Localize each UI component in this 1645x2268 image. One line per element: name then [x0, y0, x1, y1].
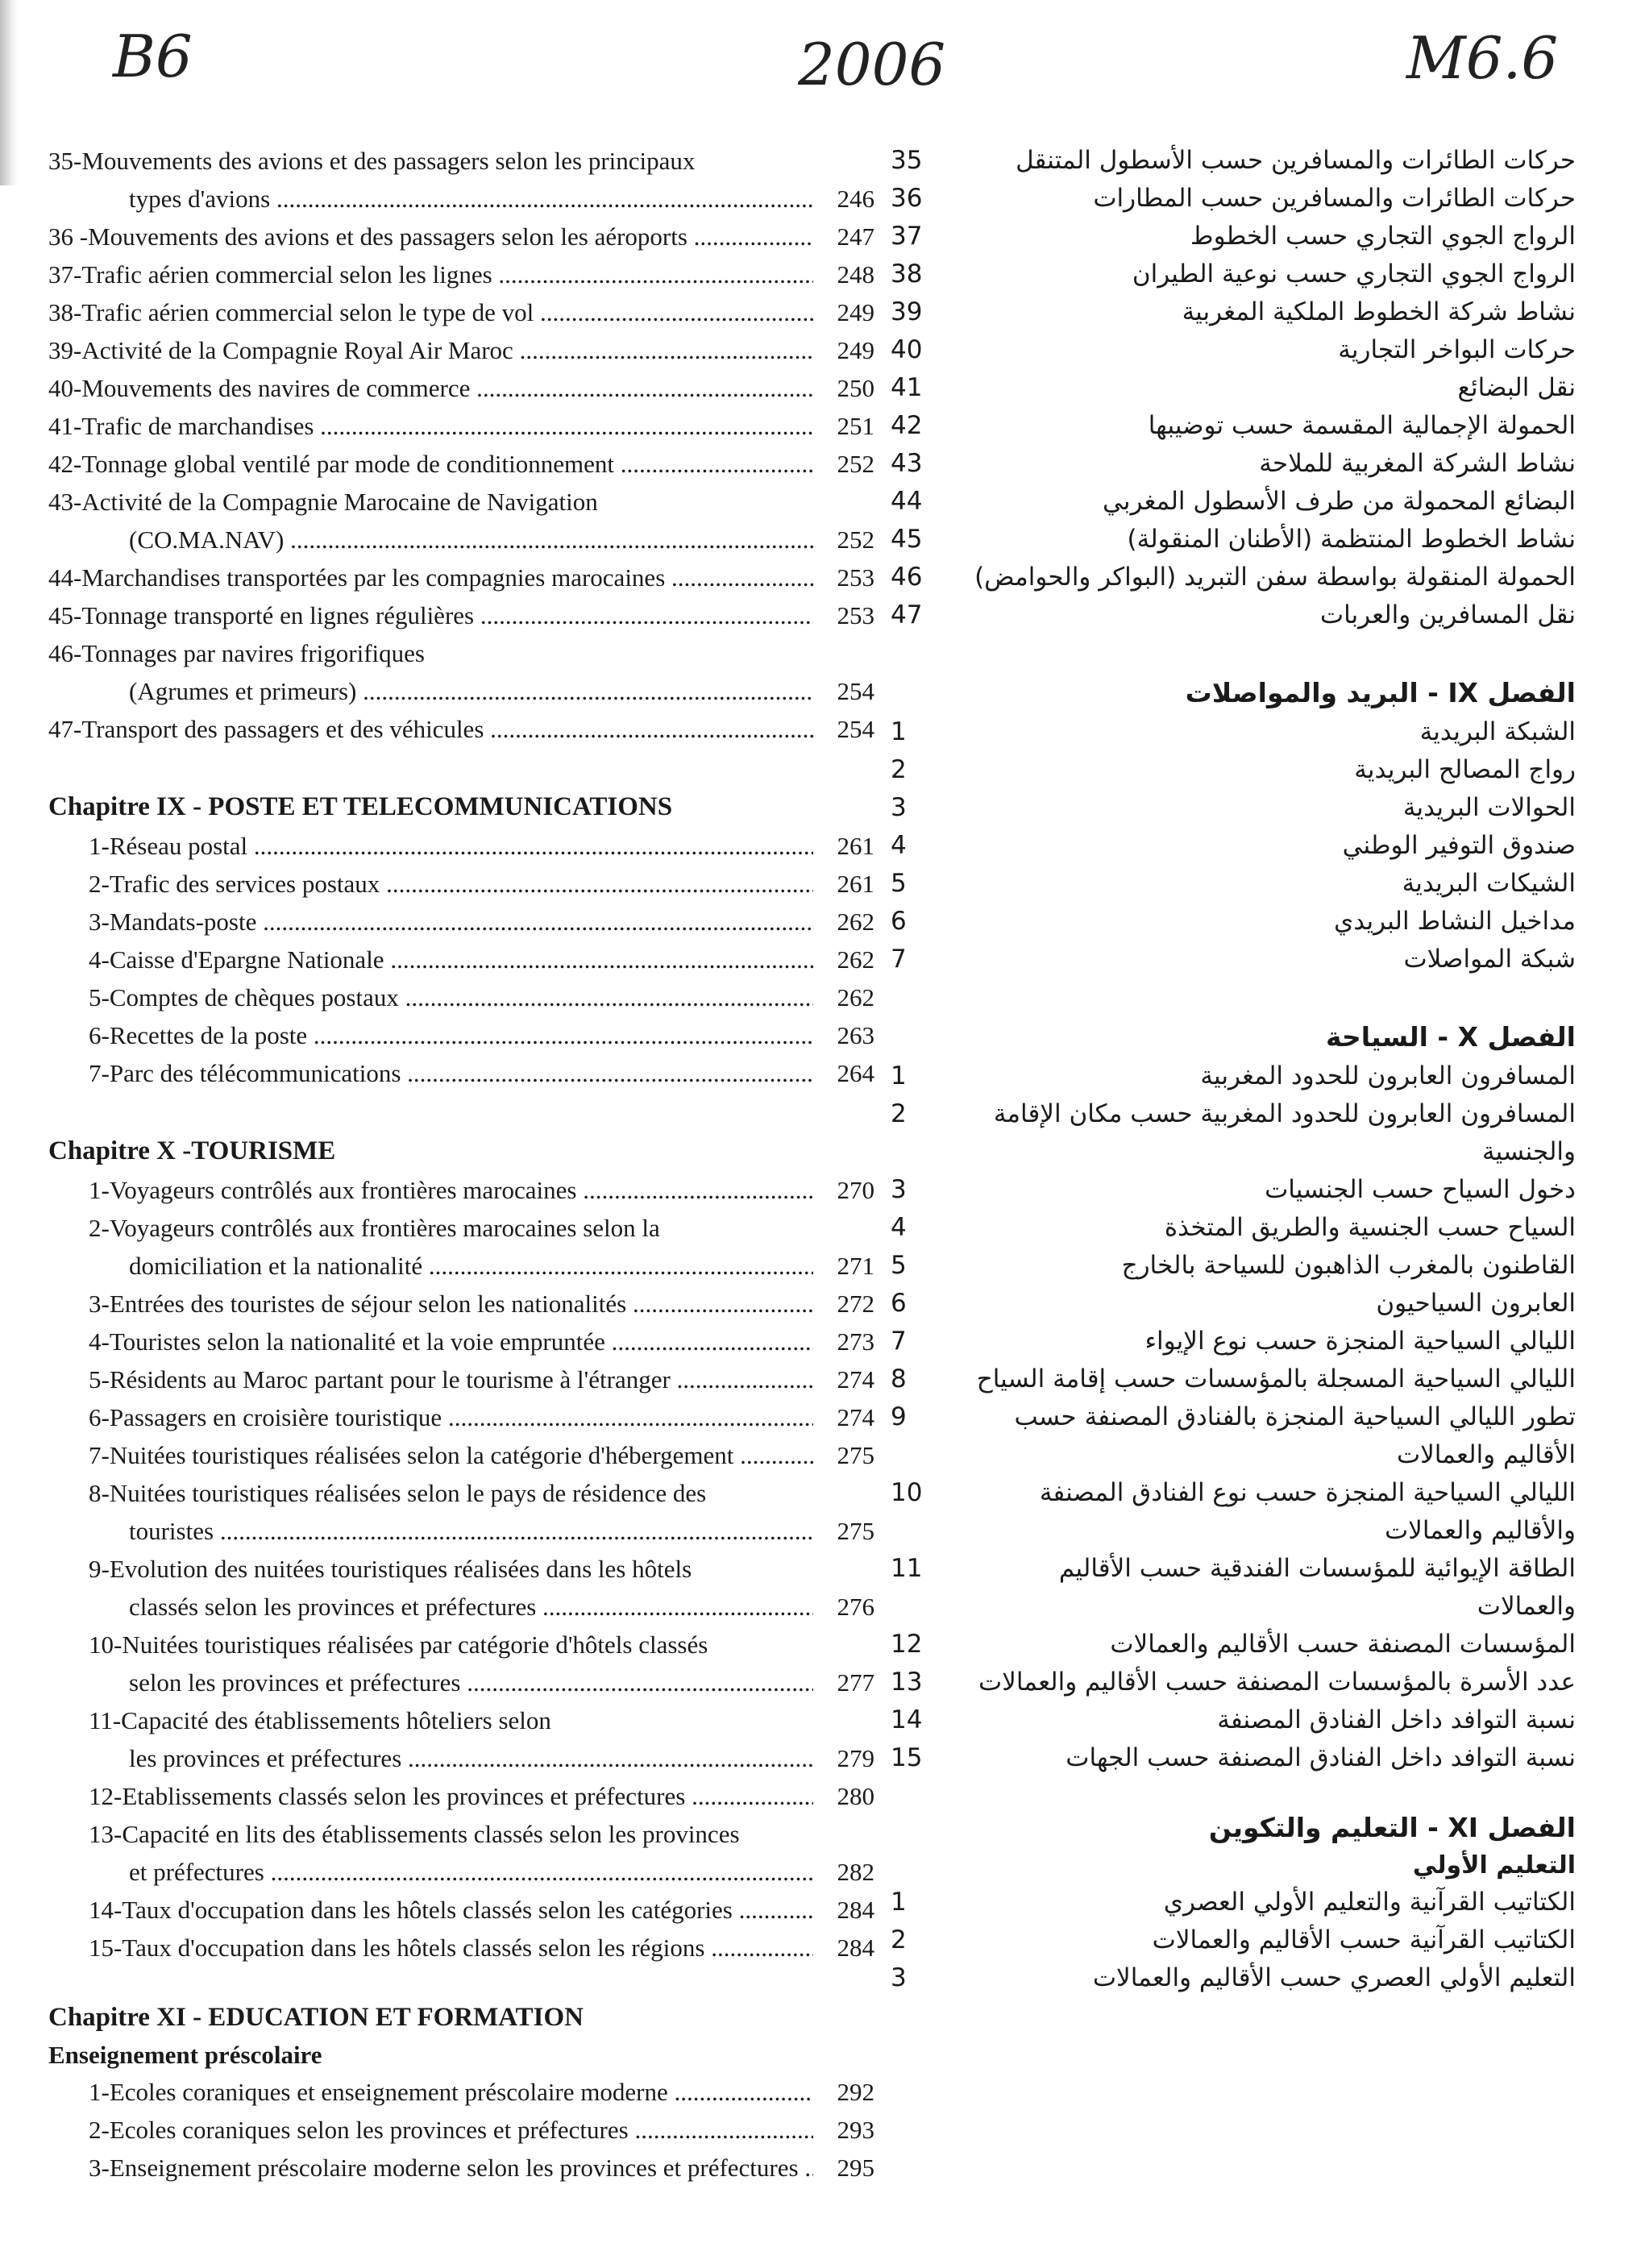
toc-entry-title: 11-Capacité des établissements hôteliers selon	[89, 1706, 551, 1734]
toc-entry-title: 15-Taux d'occupation dans les hôtels classés selon les régions .....	[89, 1929, 813, 1967]
toc-entry[interactable]	[891, 521, 1576, 559]
toc-entry[interactable]	[48, 903, 874, 941]
toc-entry-title: المسافرون العابرون للحدود المغربية حسب مكان الإقامة والجنسية	[993, 1099, 1576, 1166]
toc-entry-title: الحمولة المنقولة بواسطة سفن التبريد (البواكر والحوامض)	[974, 563, 1576, 592]
toc-entry[interactable]	[48, 941, 874, 978]
toc-entry-number: 6	[891, 1289, 907, 1318]
toc-entry[interactable]	[48, 1398, 874, 1436]
toc-entry[interactable]	[891, 293, 1576, 331]
toc-entry[interactable]	[891, 1626, 1576, 1664]
toc-entry-title: 9-Evolution des nuitées touristiques réalisées dans les hôtels	[89, 1555, 692, 1583]
toc-page-number: 246	[837, 185, 874, 213]
toc-page-number: 262	[837, 983, 874, 1011]
toc-entry-title: 3-Mandats-poste .....	[89, 903, 813, 941]
toc-entry[interactable]	[48, 1588, 874, 1626]
toc-page-number: 270	[837, 1176, 874, 1204]
toc-entry-number: 2	[891, 755, 907, 784]
toc-page-number: 262	[837, 945, 874, 974]
toc-entry-title-cont: selon les provinces et préfectures .....	[129, 1664, 813, 1701]
toc-entry[interactable]	[891, 1664, 1576, 1701]
toc-entry-number: 37	[891, 222, 923, 251]
toc-entry-number: 41	[891, 373, 923, 402]
toc-page-number: 263	[837, 1021, 874, 1049]
toc-entry[interactable]	[48, 331, 874, 369]
toc-entry-number: 13	[891, 1668, 923, 1697]
toc-page-number: 253	[837, 563, 874, 592]
toc-entry[interactable]	[48, 1777, 874, 1815]
toc-page-number: 274	[837, 1365, 874, 1394]
toc-entry-title: الحمولة الإجمالية المقسمة حسب توضيبها	[1148, 411, 1576, 440]
toc-entry-number: 6	[891, 907, 907, 936]
toc-entry[interactable]	[48, 1739, 874, 1777]
handwritten-note-center: 2006	[798, 31, 946, 98]
toc-entry-number: 42	[891, 411, 923, 440]
toc-entry[interactable]	[891, 1701, 1576, 1739]
toc-entry-number: 38	[891, 260, 923, 289]
toc-entry-number: 8	[891, 1365, 907, 1394]
toc-entry[interactable]	[891, 1550, 1576, 1626]
toc-entry-title-cont: et préfectures .....	[129, 1853, 813, 1891]
toc-entry[interactable]	[48, 180, 874, 218]
toc-page-number: 284	[837, 1934, 874, 1962]
toc-page-number: 250	[837, 374, 874, 402]
toc-entry-number: 5	[891, 869, 907, 898]
section-gap	[891, 1777, 1576, 1808]
toc-entry[interactable]	[891, 1323, 1576, 1360]
toc-entry-title: نشاط شركة الخطوط الملكية المغربية	[1182, 297, 1576, 326]
toc-entry-title: 3-Entrées des touristes de séjour selon les nationalités .....	[89, 1285, 813, 1323]
toc-entry-title: التعليم الأولي العصري حسب الأقاليم والعمالات	[1092, 1963, 1576, 1992]
toc-entry-title: رواج المصالح البريدية	[1354, 755, 1576, 784]
toc-entry-title: 7-Nuitées touristiques réalisées selon la catégorie d'hébergement .....	[89, 1436, 813, 1474]
toc-entry-number: 43	[891, 449, 923, 478]
toc-entry-title: 36 -Mouvements des avions et des passagers selon les aéroports .....	[48, 218, 813, 255]
toc-page-number: 275	[837, 1517, 874, 1545]
toc-entry-number: 7	[891, 945, 907, 974]
toc-page-number: 251	[837, 412, 874, 440]
toc-entry[interactable]	[48, 445, 874, 483]
toc-entry[interactable]	[891, 483, 1576, 521]
arabic-toc-column	[891, 142, 1576, 1997]
toc-entry-title: 44-Marchandises transportées par les compagnies marocaines .....	[48, 559, 813, 596]
toc-entry-title: 43-Activité de la Compagnie Marocaine de Navigation	[48, 488, 598, 516]
toc-entry-number: 5	[891, 1251, 907, 1280]
toc-entry-title: 8-Nuitées touristiques réalisées selon le pays de résidence des	[89, 1479, 707, 1507]
toc-entry[interactable]	[48, 1664, 874, 1701]
toc-entry-title: 45-Tonnage transporté en lignes régulières .....	[48, 596, 813, 634]
toc-entry[interactable]	[891, 865, 1576, 903]
toc-page-number: 247	[837, 222, 874, 251]
toc-page-number: 277	[837, 1668, 874, 1697]
toc-page-number: 275	[837, 1441, 874, 1469]
toc-entry-title: 1-Réseau postal .....	[89, 827, 813, 865]
toc-entry-number: 1	[891, 1888, 907, 1917]
section-gap	[48, 1092, 874, 1131]
toc-entry[interactable]	[891, 559, 1576, 596]
toc-page-number: 272	[837, 1290, 874, 1318]
toc-entry[interactable]	[891, 1474, 1576, 1550]
toc-entry[interactable]	[891, 751, 1576, 789]
toc-entry-title: 12-Etablissements classés selon les provinces et préfectures .....	[89, 1777, 813, 1815]
toc-page-number: 261	[837, 870, 874, 898]
toc-entry-line	[48, 1815, 874, 1853]
toc-entry[interactable]	[48, 2073, 874, 2111]
toc-entry-number: 1	[891, 1061, 907, 1090]
toc-entry-title: 4-Touristes selon la nationalité et la voie empruntée .....	[89, 1323, 813, 1360]
toc-entry[interactable]	[48, 1436, 874, 1474]
toc-entry[interactable]	[891, 218, 1576, 255]
toc-entry[interactable]	[48, 1171, 874, 1209]
toc-entry[interactable]	[48, 1929, 874, 1967]
toc-entry-title: 2-Ecoles coraniques selon les provinces et préfectures .....	[89, 2111, 813, 2149]
toc-entry-title: السياح حسب الجنسية والطريق المتخذة	[1164, 1213, 1576, 1242]
toc-entry-number: 35	[891, 146, 923, 175]
toc-entry-title: نقل البضائع	[1457, 373, 1576, 402]
toc-entry-title: الشبكة البريدية	[1419, 717, 1576, 746]
toc-entry[interactable]	[48, 1360, 874, 1398]
toc-entry-title: الليالي السياحية المسجلة بالمؤسسات حسب إقامة السياح	[976, 1365, 1576, 1394]
toc-entry[interactable]	[891, 1171, 1576, 1209]
toc-page-number: 271	[837, 1252, 874, 1280]
toc-entry-title: حركات الطائرات والمسافرين حسب الأسطول المتنقل	[1016, 146, 1576, 175]
toc-entry-title: الرواج الجوي التجاري حسب الخطوط	[1190, 222, 1576, 251]
toc-entry[interactable]	[48, 2111, 874, 2149]
toc-entry-number: 2	[891, 1099, 907, 1128]
toc-entry[interactable]	[891, 369, 1576, 407]
toc-entry-line	[48, 1626, 874, 1664]
toc-entry-title: 3-Enseignement préscolaire moderne selon les provinces et préfectures .....	[89, 2149, 813, 2187]
section-gap	[891, 978, 1576, 1017]
toc-entry-title: نشاط الشركة المغربية للملاحة	[1259, 449, 1576, 478]
toc-entry-number: 10	[891, 1478, 923, 1507]
toc-entry-title: العابرون السياحيون	[1376, 1289, 1576, 1318]
toc-entry[interactable]	[48, 1323, 874, 1360]
chapter-heading: الفصل X - السياحة	[1326, 1021, 1576, 1053]
toc-entry-title: عدد الأسرة بالمؤسسات المصنفة حسب الأقاليم والعمالات	[978, 1668, 1576, 1697]
toc-entry-number: 45	[891, 525, 923, 554]
toc-page-number: 249	[837, 336, 874, 364]
toc-entry[interactable]	[48, 1016, 874, 1054]
toc-page-number: 264	[837, 1059, 874, 1087]
scan-edge-shadow	[0, 0, 18, 185]
toc-entry[interactable]	[891, 1095, 1576, 1171]
toc-entry[interactable]	[891, 1209, 1576, 1247]
toc-entry[interactable]	[891, 596, 1576, 634]
toc-entry-title-cont: (CO.MA.NAV) .....	[129, 521, 813, 559]
toc-page-number: 254	[837, 677, 874, 705]
toc-entry[interactable]	[891, 1360, 1576, 1398]
toc-entry-title: 38-Trafic aérien commercial selon le type de vol .....	[48, 293, 813, 331]
toc-entry[interactable]	[891, 1959, 1576, 1997]
toc-entry-number: 12	[891, 1630, 923, 1659]
toc-page-number: 279	[837, 1744, 874, 1772]
toc-entry-title: الطاقة الإيوائية للمؤسسات الفندقية حسب الأقاليم والعمالات	[1058, 1554, 1576, 1621]
toc-entry[interactable]	[48, 1891, 874, 1929]
toc-entry[interactable]	[48, 1512, 874, 1550]
chapter-heading: Chapitre X -TOURISME	[48, 1136, 336, 1165]
toc-entry-title: 7-Parc des télécommunications .....	[89, 1054, 813, 1092]
chapter-heading: Chapitre XI - EDUCATION ET FORMATION	[48, 2003, 584, 2032]
toc-entry[interactable]	[48, 2149, 874, 2187]
toc-entry-number: 15	[891, 1743, 923, 1772]
toc-entry-title: الليالي السياحية المنجزة حسب نوع الإيواء	[1144, 1327, 1576, 1356]
toc-entry-title: البضائع المحمولة من طرف الأسطول المغربي	[1103, 487, 1576, 516]
toc-entry-title: 42-Tonnage global ventilé par mode de conditionnement .....	[48, 445, 813, 483]
toc-entry-title: 10-Nuitées touristiques réalisées par catégorie d'hôtels classés	[89, 1630, 708, 1659]
toc-entry-title: تطور الليالي السياحية المنجزة بالفنادق المصنفة حسب الأقاليم والعمالات	[1014, 1402, 1576, 1469]
section-gap	[48, 748, 874, 787]
toc-entry-number: 3	[891, 793, 907, 822]
toc-entry-title-cont: domiciliation et la nationalité .....	[129, 1247, 813, 1285]
toc-page-number: 280	[837, 1782, 874, 1810]
toc-entry-title: نشاط الخطوط المنتظمة (الأطنان المنقولة)	[1127, 525, 1576, 554]
toc-entry[interactable]	[48, 559, 874, 596]
toc-entry-number: 11	[891, 1554, 923, 1583]
toc-entry-number: 44	[891, 487, 923, 516]
toc-entry-number: 2	[891, 1925, 907, 1954]
toc-entry-title: القاطنون بالمغرب الذاهبون للسياحة بالخارج	[1121, 1251, 1576, 1280]
toc-entry-number: 4	[891, 1213, 907, 1242]
toc-entry-title: الرواج الجوي التجاري حسب نوعية الطيران	[1132, 260, 1576, 289]
toc-entry[interactable]	[48, 978, 874, 1016]
toc-entry[interactable]	[891, 713, 1576, 751]
toc-entry-title: 6-Passagers en croisière touristique .....	[89, 1398, 813, 1436]
toc-entry-title: نسبة التوافد داخل الفنادق المصنفة حسب الجهات	[1066, 1743, 1576, 1772]
toc-page-number: 284	[837, 1896, 874, 1924]
toc-page-number: 252	[837, 450, 874, 478]
toc-entry-title: 47-Transport des passagers et des véhicules .....	[48, 710, 813, 748]
toc-entry-title: نقل المسافرين والعربات	[1319, 600, 1576, 629]
toc-entry-title: نسبة التوافد داخل الفنادق المصنفة	[1217, 1705, 1576, 1734]
toc-entry[interactable]	[48, 521, 874, 559]
toc-page-number: 295	[837, 2154, 874, 2182]
toc-entry[interactable]	[891, 1921, 1576, 1959]
toc-entry-title: 37-Trafic aérien commercial selon les lignes .....	[48, 255, 813, 293]
toc-entry-line	[48, 1701, 874, 1739]
toc-entry-title: 40-Mouvements des navires de commerce .....	[48, 369, 813, 407]
section-subheading: Enseignement préscolaire	[48, 2041, 322, 2069]
toc-entry-title: 4-Caisse d'Epargne Nationale .....	[89, 941, 813, 978]
toc-entry[interactable]	[891, 1057, 1576, 1095]
toc-entry-title: صندوق التوفير الوطني	[1342, 831, 1576, 860]
toc-entry-line	[48, 1209, 874, 1247]
toc-entry[interactable]	[48, 255, 874, 293]
toc-entry[interactable]	[891, 1884, 1576, 1921]
toc-entry-number: 36	[891, 184, 923, 213]
handwritten-note-right: M6.6	[1406, 24, 1559, 92]
toc-page-number: 261	[837, 832, 874, 860]
toc-page-number: 262	[837, 908, 874, 936]
toc-entry-title: المسافرون العابرون للحدود المغربية	[1200, 1061, 1576, 1090]
toc-page-number: 282	[837, 1858, 874, 1886]
toc-entry[interactable]	[891, 903, 1576, 941]
toc-entry-number: 1	[891, 717, 907, 746]
toc-entry-title: 1-Ecoles coraniques et enseignement préscolaire moderne .....	[89, 2073, 813, 2111]
toc-page-number: 254	[837, 715, 874, 743]
chapter-heading: Chapitre IX - POSTE ET TELECOMMUNICATIONS	[48, 792, 673, 821]
toc-entry-title: 41-Trafic de marchandises .....	[48, 407, 813, 445]
toc-entry[interactable]	[48, 710, 874, 748]
toc-page-number: 252	[837, 525, 874, 554]
toc-entry[interactable]	[891, 1398, 1576, 1474]
toc-entry-title: الليالي السياحية المنجزة حسب نوع الفنادق المصنفة والأقاليم والعمالات	[1039, 1478, 1576, 1545]
toc-page-number: 292	[837, 2078, 874, 2106]
toc-entry-line	[48, 1474, 874, 1512]
toc-entry[interactable]	[48, 1247, 874, 1285]
toc-entry-number: 40	[891, 335, 923, 364]
toc-entry[interactable]	[48, 218, 874, 255]
toc-entry[interactable]	[891, 407, 1576, 445]
toc-entry-line	[48, 634, 874, 672]
toc-entry[interactable]	[48, 293, 874, 331]
toc-entry[interactable]	[891, 1739, 1576, 1777]
french-toc-column	[48, 142, 874, 2187]
toc-entry-number: 4	[891, 831, 907, 860]
toc-entry-title-cont: (Agrumes et primeurs) .....	[129, 672, 813, 710]
toc-entry-number: 47	[891, 600, 923, 629]
handwritten-note-left: B6	[113, 23, 193, 90]
toc-page-number: 274	[837, 1403, 874, 1431]
toc-entry-title: الكتاتيب القرآنية حسب الأقاليم والعمالات	[1152, 1925, 1576, 1954]
toc-entry[interactable]	[48, 865, 874, 903]
toc-entry-number: 7	[891, 1327, 907, 1356]
toc-entry-title-cont: touristes .....	[129, 1512, 813, 1550]
toc-entry[interactable]	[48, 827, 874, 865]
toc-entry-title: 5-Résidents au Maroc partant pour le tourisme à l'étranger .....	[89, 1360, 813, 1398]
toc-entry-line	[48, 483, 874, 521]
toc-entry-title-cont: types d'avions .....	[129, 180, 813, 218]
toc-entry[interactable]	[48, 1853, 874, 1891]
toc-entry-title: 46-Tonnages par navires frigorifiques	[48, 639, 425, 667]
toc-entry-title: 35-Mouvements des avions et des passagers selon les principaux	[48, 147, 696, 175]
toc-entry-title: مداخيل النشاط البريدي	[1333, 907, 1576, 936]
toc-entry-title: 13-Capacité en lits des établissements classés selon les provinces	[89, 1820, 740, 1848]
toc-entry-title: 2-Voyageurs contrôlés aux frontières marocaines selon la	[89, 1214, 660, 1242]
chapter-heading: الفصل IX - البريد والمواصلات	[1185, 677, 1576, 708]
toc-entry-title-cont: les provinces et préfectures .....	[129, 1739, 813, 1777]
toc-entry[interactable]	[891, 180, 1576, 218]
toc-page-number: 253	[837, 601, 874, 629]
toc-entry[interactable]	[48, 672, 874, 710]
toc-entry[interactable]	[48, 1285, 874, 1323]
toc-entry[interactable]	[891, 1285, 1576, 1323]
toc-entry-number: 14	[891, 1705, 923, 1734]
toc-entry-title-cont: classés selon les provinces et préfectures .....	[129, 1588, 813, 1626]
toc-entry-number: 3	[891, 1175, 907, 1204]
toc-entry-number: 46	[891, 563, 923, 592]
toc-entry-line	[48, 142, 874, 180]
section-gap	[48, 1967, 874, 1997]
toc-entry[interactable]	[891, 445, 1576, 483]
toc-entry[interactable]	[891, 1247, 1576, 1285]
toc-entry-title: حركات الطائرات والمسافرين حسب المطارات	[1093, 184, 1576, 213]
toc-entry[interactable]	[48, 407, 874, 445]
toc-entry-title: دخول السياح حسب الجنسيات	[1265, 1175, 1576, 1204]
toc-entry-number: 3	[891, 1963, 907, 1992]
toc-entry[interactable]	[891, 789, 1576, 827]
toc-entry[interactable]	[48, 1054, 874, 1092]
section-gap	[891, 634, 1576, 673]
toc-entry-title: الشيكات البريدية	[1402, 869, 1576, 898]
toc-entry-title: الحوالات البريدية	[1402, 793, 1576, 822]
toc-entry-title: شبكة المواصلات	[1403, 945, 1576, 974]
toc-entry[interactable]	[891, 255, 1576, 293]
toc-entry-title: 39-Activité de la Compagnie Royal Air Maroc .....	[48, 331, 813, 369]
toc-entry-title: 5-Comptes de chèques postaux .....	[89, 978, 813, 1016]
toc-entry-number: 9	[891, 1402, 907, 1431]
toc-entry[interactable]	[891, 142, 1576, 180]
section-subheading: التعليم الأولي	[1412, 1851, 1576, 1880]
toc-entry[interactable]	[891, 827, 1576, 865]
toc-page-number: 293	[837, 2116, 874, 2144]
toc-entry[interactable]	[48, 369, 874, 407]
toc-page-number: 249	[837, 298, 874, 326]
toc-entry-title: الكتاتيب القرآنية والتعليم الأولي العصري	[1163, 1888, 1576, 1917]
toc-entry-line	[48, 1550, 874, 1588]
toc-entry-title: المؤسسات المصنفة حسب الأقاليم والعمالات	[1110, 1630, 1576, 1659]
toc-entry-title: 6-Recettes de la poste .....	[89, 1016, 813, 1054]
toc-entry[interactable]	[891, 331, 1576, 369]
toc-entry-title: 14-Taux d'occupation dans les hôtels classés selon les catégories .....	[89, 1891, 813, 1929]
toc-entry[interactable]	[48, 596, 874, 634]
toc-entry-title: 1-Voyageurs contrôlés aux frontières marocaines .....	[89, 1171, 813, 1209]
toc-entry-number: 39	[891, 297, 923, 326]
toc-page-number: 273	[837, 1327, 874, 1356]
toc-entry[interactable]	[891, 941, 1576, 978]
toc-entry-title: 2-Trafic des services postaux .....	[89, 865, 813, 903]
toc-page-number: 248	[837, 260, 874, 289]
chapter-heading: الفصل XI - التعليم والتكوين	[1208, 1812, 1576, 1843]
toc-entry-title: حركات البواخر التجارية	[1338, 335, 1576, 364]
toc-page-number: 276	[837, 1593, 874, 1621]
